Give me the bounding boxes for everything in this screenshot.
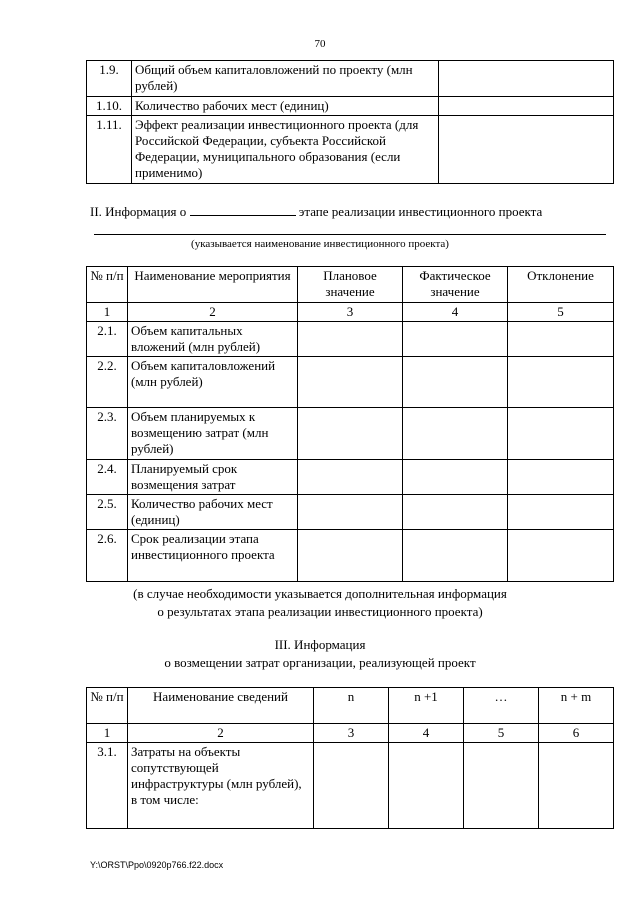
value-cell: [403, 460, 508, 495]
row-label: Объем капитальных вложений (млн рублей): [128, 322, 298, 357]
header-cell: № п/п: [87, 688, 128, 724]
column-number-row: [87, 724, 614, 743]
column-number: 3: [314, 724, 389, 743]
column-number: 5: [464, 724, 539, 743]
value-cell: [439, 61, 614, 97]
value-cell: [439, 116, 614, 184]
section3-subtitle: о возмещении затрат организации, реализующей проект: [164, 655, 476, 670]
value-cell: [508, 408, 614, 460]
value-cell: [403, 495, 508, 530]
table-row: [87, 460, 614, 495]
column-number: 2: [128, 303, 298, 322]
value-cell: [403, 357, 508, 408]
column-number: 2: [128, 724, 314, 743]
value-cell: [314, 743, 389, 829]
section2-note-line1: (в случае необходимости указывается дополнительная информация: [133, 586, 507, 601]
section3-table: [86, 687, 614, 829]
column-number: 4: [389, 724, 464, 743]
header-cell: n +1: [389, 688, 464, 724]
header-cell: n: [314, 688, 389, 724]
row-number: 2.3.: [87, 408, 128, 460]
value-cell: [464, 743, 539, 829]
value-cell: [298, 460, 403, 495]
column-number: 4: [403, 303, 508, 322]
value-cell: [439, 97, 614, 116]
header-cell: Наименование мероприятия: [128, 267, 298, 303]
table-row: [87, 116, 614, 184]
row-label: Объем планируемых к возмещению затрат (млн рублей): [128, 408, 298, 460]
header-cell: n + m: [539, 688, 614, 724]
table-row: [87, 61, 614, 97]
row-label: Объем капиталовложений (млн рублей): [128, 357, 298, 408]
header-cell: Фактическое значение: [403, 267, 508, 303]
row-label: Общий объем капиталовложений по проекту (млн рублей): [132, 61, 439, 97]
table-row: [87, 530, 614, 582]
section3-title: III. Информация: [274, 637, 366, 652]
table-row: [87, 322, 614, 357]
value-cell: [508, 322, 614, 357]
header-cell: …: [464, 688, 539, 724]
row-number: 2.4.: [87, 460, 128, 495]
value-cell: [389, 743, 464, 829]
section2-hint: (указывается наименование инвестиционного проекта): [191, 238, 449, 250]
value-cell: [508, 357, 614, 408]
row-label: Количество рабочих мест (единиц): [128, 495, 298, 530]
header-cell: № п/п: [87, 267, 128, 303]
value-cell: [298, 495, 403, 530]
row-label: Затраты на объекты сопутствующей инфраструктуры (млн рублей), в том числе:: [128, 743, 314, 829]
value-cell: [298, 530, 403, 582]
section2-note-line2: о результатах этапа реализации инвестиционного проекта): [157, 604, 483, 619]
value-cell: [298, 357, 403, 408]
row-number: 2.1.: [87, 322, 128, 357]
header-cell: Отклонение: [508, 267, 614, 303]
row-number: 2.6.: [87, 530, 128, 582]
table-row: [87, 97, 614, 116]
value-cell: [403, 530, 508, 582]
row-number: 2.2.: [87, 357, 128, 408]
section2-table: [86, 266, 614, 582]
row-number: 2.5.: [87, 495, 128, 530]
row-label: Планируемый срок возмещения затрат: [128, 460, 298, 495]
row-label: Срок реализации этапа инвестиционного проекта: [128, 530, 298, 582]
row-number: 1.9.: [87, 61, 132, 97]
row-number: 1.11.: [87, 116, 132, 184]
table-row: [87, 495, 614, 530]
top-table: [86, 60, 614, 184]
value-cell: [539, 743, 614, 829]
column-number: 6: [539, 724, 614, 743]
value-cell: [508, 495, 614, 530]
file-path-footer: Y:\ORST\Ppo\0920p766.f22.docx: [90, 860, 224, 870]
page-number: 70: [314, 38, 326, 50]
table-row: [87, 743, 614, 829]
section2-heading-end: этапе реализации инвестиционного проекта: [298, 204, 543, 219]
value-cell: [508, 530, 614, 582]
section2-heading-start: II. Информация о: [90, 204, 187, 219]
project-name-line: [94, 234, 606, 235]
row-label: Эффект реализации инвестиционного проекта (для Российской Федерации, субъекта Российской Федерации, муниципального образования (если применимо): [132, 116, 439, 184]
column-number: 3: [298, 303, 403, 322]
row-number: 3.1.: [87, 743, 128, 829]
header-cell: Наименование сведений: [128, 688, 314, 724]
column-number: 1: [87, 724, 128, 743]
value-cell: [298, 408, 403, 460]
table-row: [87, 408, 614, 460]
blank-line: [190, 203, 296, 216]
header-row: [87, 267, 614, 303]
value-cell: [403, 408, 508, 460]
column-number-row: [87, 303, 614, 322]
column-number: 5: [508, 303, 614, 322]
table-row: [87, 357, 614, 408]
row-label: Количество рабочих мест (единиц): [132, 97, 439, 116]
header-cell: Плановое значение: [298, 267, 403, 303]
section2-heading: [90, 203, 542, 220]
row-number: 1.10.: [87, 97, 132, 116]
header-row: [87, 688, 614, 724]
column-number: 1: [87, 303, 128, 322]
value-cell: [403, 322, 508, 357]
value-cell: [298, 322, 403, 357]
value-cell: [508, 460, 614, 495]
